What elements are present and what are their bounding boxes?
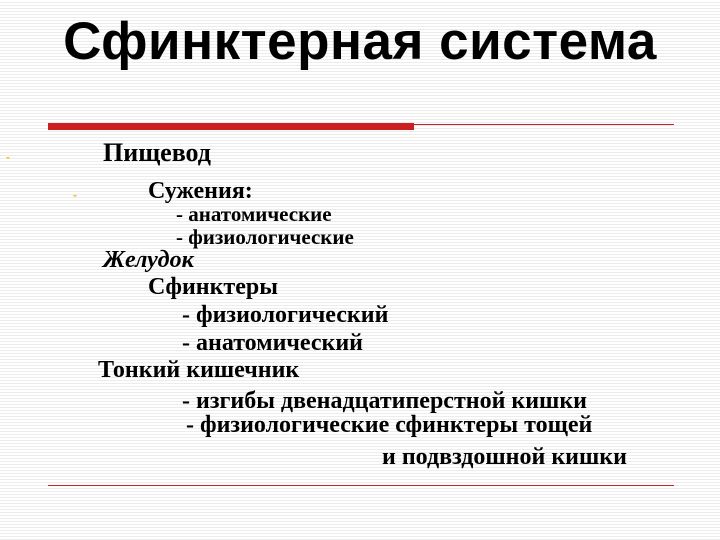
bullet-level2: -	[73, 188, 77, 202]
slide-title: Сфинктерная система	[63, 12, 657, 71]
line-stomach: Желудок	[103, 247, 194, 273]
line-sphincters: Сфинктеры	[148, 274, 278, 300]
line-anatomical: - анатомические	[176, 202, 332, 226]
line-ileum: и подвздошной кишки	[382, 444, 627, 470]
bottom-rule	[48, 485, 674, 486]
line-narrowings: Сужения:	[148, 178, 253, 204]
line-small-intestine: Тонкий кишечник	[98, 357, 300, 383]
line-jejunal-sphincters: - физиологические сфинктеры тощей	[186, 412, 593, 438]
title-rule-thick	[48, 123, 414, 130]
line-physiological: - физиологические	[176, 225, 354, 249]
line-duodenal-bends: - изгибы двенадцатиперстной кишки	[182, 388, 587, 414]
line-esophagus: Пищевод	[103, 138, 211, 167]
line-sphincter-anatomical: - анатомический	[182, 330, 364, 356]
line-sphincter-physiological: - физиологический	[182, 302, 389, 328]
bullet-level1: -	[6, 150, 10, 164]
